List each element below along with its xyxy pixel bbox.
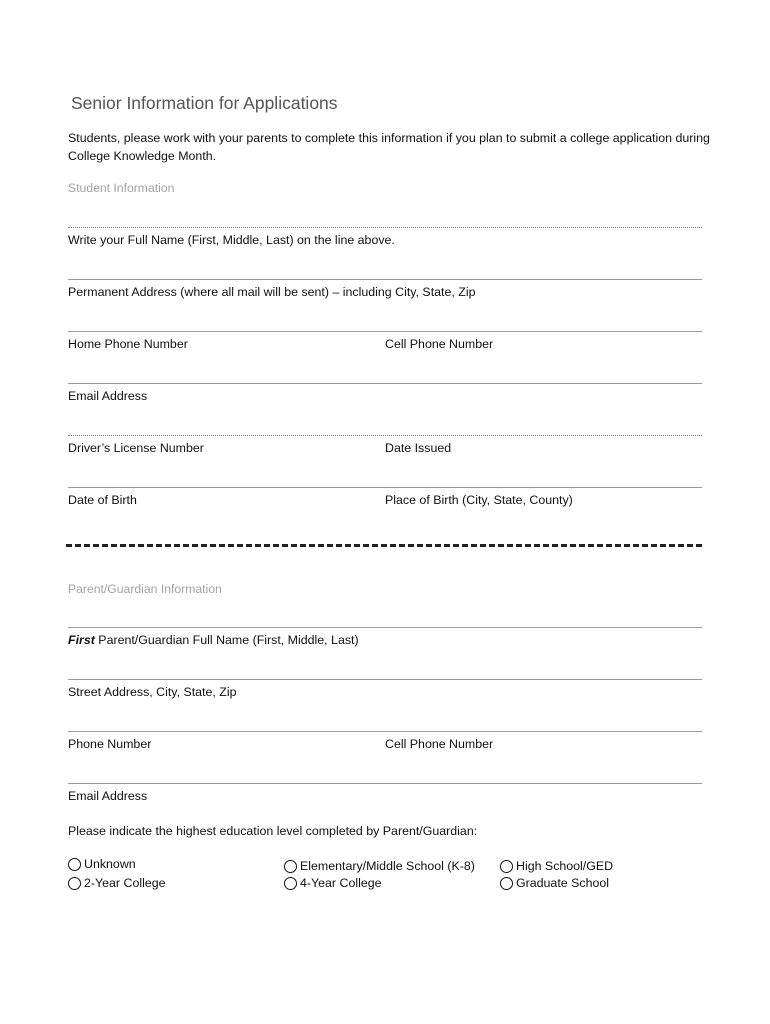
parent-cell-phone-label: Cell Phone Number — [385, 737, 494, 751]
parent-name-line[interactable] — [68, 627, 702, 628]
radio-2-year-college[interactable] — [68, 877, 81, 890]
parent-email-line[interactable] — [68, 783, 702, 784]
home-phone-label: Home Phone Number — [68, 337, 188, 351]
full-name-line[interactable] — [68, 227, 702, 228]
option-unknown-label: Unknown — [84, 857, 136, 871]
option-graduate-school-label: Graduate School — [516, 876, 609, 890]
radio-elementary-middle[interactable] — [284, 860, 297, 873]
option-high-school[interactable] — [500, 859, 613, 873]
intro-text: Students, please work with your parents to complete this information if you plan to submit a college application during College Knowledge Month. — [68, 131, 710, 163]
full-name-label: Write your Full Name (First, Middle, Last) on the line above. — [68, 233, 395, 247]
option-2-year-college[interactable] — [68, 876, 166, 890]
student-section-heading: Student Information — [68, 181, 175, 195]
first-emphasis: First — [68, 633, 95, 647]
address-line[interactable] — [68, 279, 702, 280]
radio-high-school[interactable] — [500, 860, 513, 873]
email-label: Email Address — [68, 389, 148, 403]
option-elementary-middle[interactable] — [284, 859, 475, 873]
option-4-year-college-label: 4-Year College — [300, 876, 382, 890]
date-issued-label: Date Issued — [385, 441, 452, 455]
radio-graduate-school[interactable] — [500, 877, 513, 890]
birth-line[interactable] — [68, 487, 702, 488]
license-line[interactable] — [68, 435, 702, 436]
parent-email-label: Email Address — [68, 789, 148, 803]
option-2-year-college-label: 2-Year College — [84, 876, 166, 890]
parent-phone-line[interactable] — [68, 731, 702, 732]
parent-name-label-rest: Parent/Guardian Full Name (First, Middle, Last) — [94, 633, 359, 647]
option-elementary-middle-label: Elementary/Middle School (K-8) — [300, 859, 475, 873]
parent-address-label: Street Address, City, State, Zip — [68, 685, 237, 699]
address-label: Permanent Address (where all mail will be sent) – including City, State, Zip — [68, 285, 476, 299]
option-4-year-college[interactable] — [284, 876, 382, 890]
birthplace-label: Place of Birth (City, State, County) — [385, 493, 573, 507]
email-line[interactable] — [68, 383, 702, 384]
cell-phone-label: Cell Phone Number — [385, 337, 494, 351]
option-graduate-school[interactable] — [500, 876, 609, 890]
radio-4-year-college[interactable] — [284, 877, 297, 890]
page-title: Senior Information for Applications — [71, 93, 338, 113]
option-unknown[interactable] — [68, 857, 136, 871]
parent-name-label — [68, 633, 359, 647]
radio-unknown[interactable] — [68, 858, 81, 871]
education-question: Please indicate the highest education level completed by Parent/Guardian: — [68, 824, 478, 838]
parent-section-heading: Parent/Guardian Information — [68, 582, 222, 596]
option-high-school-label: High School/GED — [516, 859, 614, 873]
license-label: Driver’s License Number — [68, 441, 204, 455]
dob-label: Date of Birth — [68, 493, 137, 507]
parent-address-line[interactable] — [68, 679, 702, 680]
parent-phone-label: Phone Number — [68, 737, 152, 751]
phone-line[interactable] — [68, 331, 702, 332]
section-divider — [66, 544, 702, 547]
